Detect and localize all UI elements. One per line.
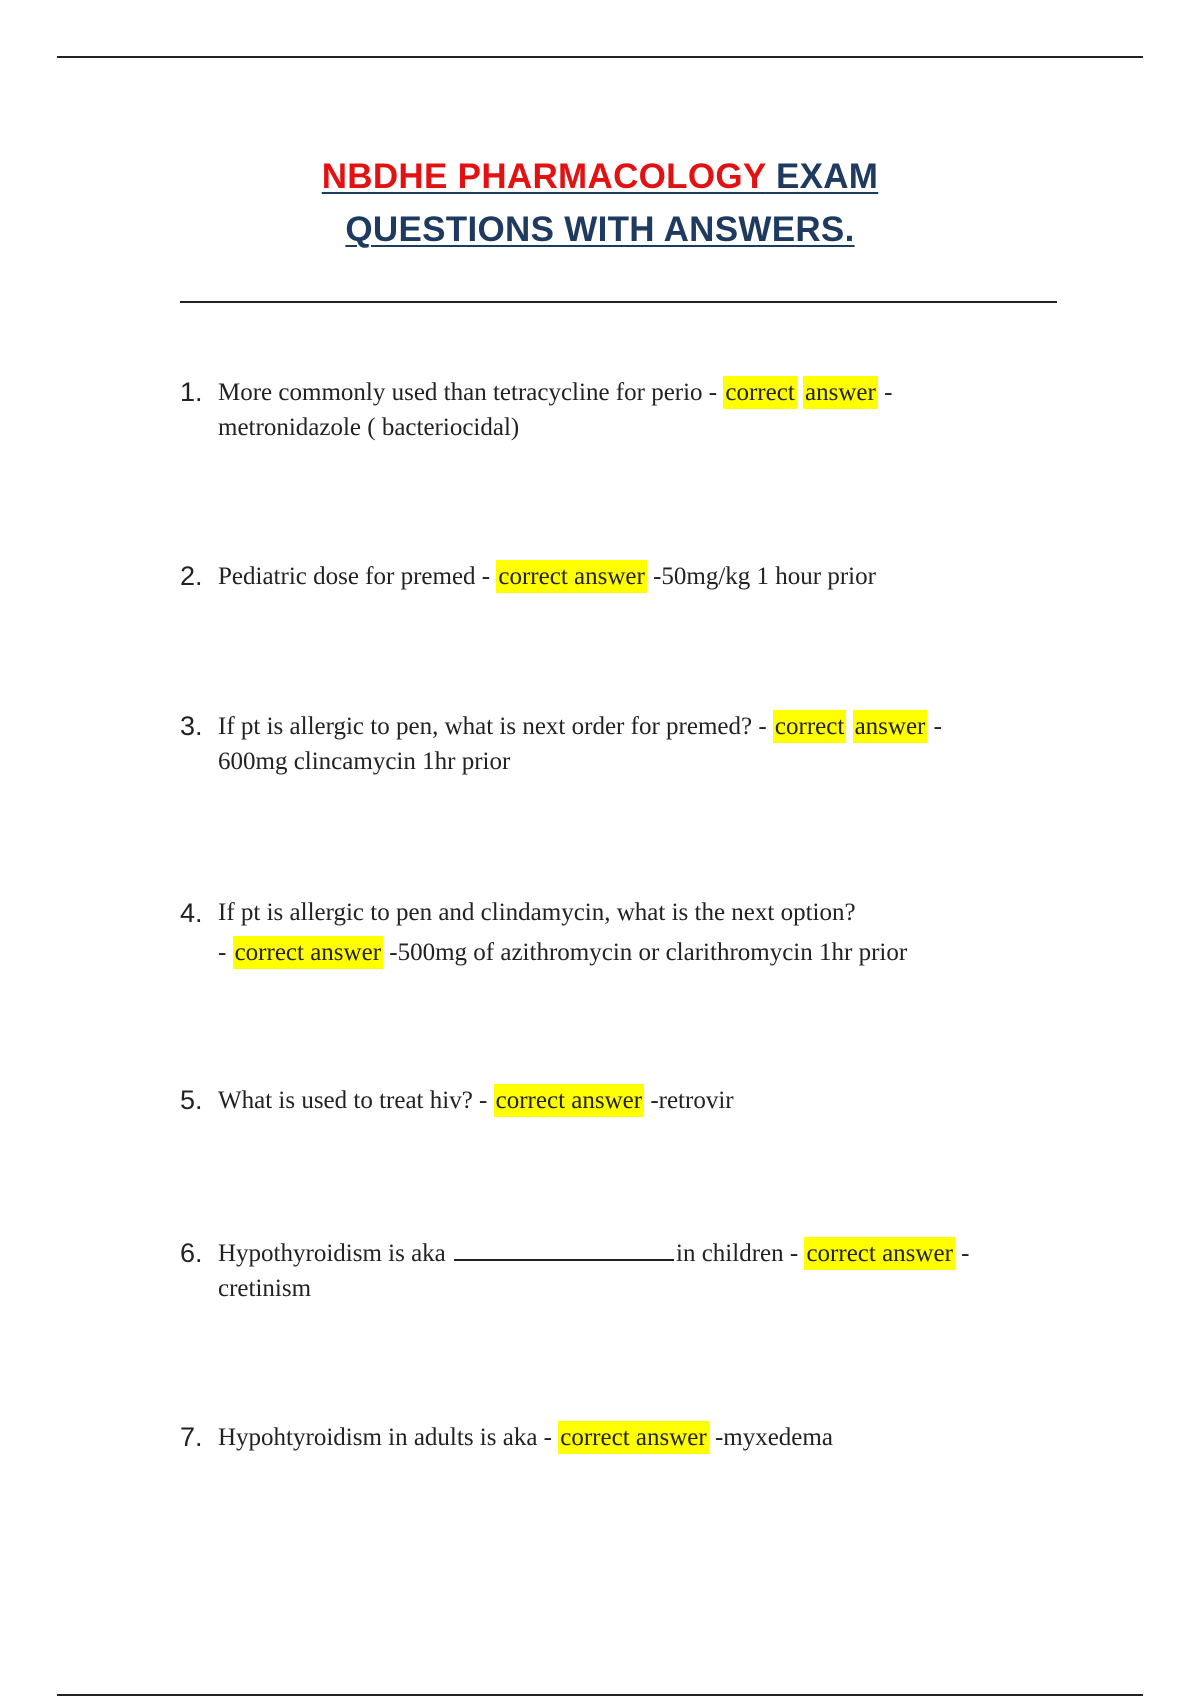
question-item-2 bbox=[180, 559, 1040, 594]
answer-highlight: correct answer bbox=[558, 1421, 708, 1454]
answer-highlight: correct bbox=[773, 710, 846, 743]
question-item-1 bbox=[180, 375, 1040, 445]
question-text: What is used to treat hiv? - bbox=[218, 1087, 494, 1114]
question-item-7 bbox=[180, 1420, 1040, 1455]
answer-highlight: answer bbox=[803, 376, 878, 409]
question-number: 3. bbox=[180, 711, 203, 741]
question-body: If pt is allergic to pen, what is next order for premed? - correct answer - 600mg clincamycin 1hr prior bbox=[218, 709, 1040, 779]
question-text: in children - bbox=[676, 1240, 805, 1267]
answer-text: metronidazole ( bacteriocidal) bbox=[218, 414, 520, 441]
question-text: If pt is allergic to pen, what is next order for premed? - bbox=[218, 713, 773, 740]
answer-text: -50mg/kg 1 hour prior bbox=[653, 563, 876, 590]
question-item-6 bbox=[180, 1236, 1040, 1306]
question-number: 4. bbox=[180, 898, 203, 928]
answer-text: -retrovir bbox=[650, 1087, 734, 1114]
question-text: Hypohtyroidism in adults is aka - bbox=[218, 1424, 559, 1451]
question-number: 2. bbox=[180, 561, 203, 591]
answer-highlight: correct answer bbox=[804, 1237, 954, 1270]
bottom-rule bbox=[57, 1694, 1143, 1696]
title-line-1: NBDHE PHARMACOLOGY EXAM bbox=[321, 157, 879, 196]
question-number: 6. bbox=[180, 1238, 203, 1268]
question-text: Pediatric dose for premed - bbox=[218, 563, 497, 590]
question-item-5 bbox=[180, 1083, 1040, 1118]
answer-highlight: correct bbox=[723, 376, 796, 409]
top-rule bbox=[57, 56, 1143, 58]
question-body: Hypothyroidism is aka in children - correct answer - cretinism bbox=[218, 1236, 1040, 1306]
answer-text: -myxedema bbox=[714, 1424, 833, 1451]
answer-text: cretinism bbox=[218, 1275, 312, 1302]
answer-text: 600mg clincamycin 1hr prior bbox=[218, 748, 511, 775]
title-line-2: QUESTIONS WITH ANSWERS. bbox=[345, 210, 855, 249]
question-text: More commonly used than tetracycline for perio - bbox=[218, 379, 724, 406]
answer-highlight: correct answer bbox=[233, 936, 383, 969]
question-number: 7. bbox=[180, 1422, 203, 1452]
question-body bbox=[218, 1083, 1040, 1118]
question-text: Hypothyroidism is aka bbox=[218, 1240, 453, 1267]
answer-highlight: answer bbox=[853, 710, 928, 743]
question-body: If pt is allergic to pen and clindamycin, what is the next option? - correct answer -500mg of azithromycin or clarithromycin 1hr prior bbox=[218, 893, 1040, 973]
question-body bbox=[218, 559, 1040, 594]
question-number: 1. bbox=[180, 377, 203, 407]
question-item-4 bbox=[180, 893, 1040, 973]
question-body: More commonly used than tetracycline for perio - correct answer - metronidazole ( bacteriocidal) bbox=[218, 375, 1040, 445]
document-title bbox=[0, 150, 1200, 256]
question-text: If pt is allergic to pen and clindamycin, what is the next option? bbox=[218, 899, 856, 926]
answer-highlight: correct answer bbox=[496, 560, 646, 593]
question-body bbox=[218, 1420, 1040, 1455]
title-divider bbox=[180, 301, 1057, 303]
question-item-3 bbox=[180, 709, 1040, 779]
fill-in-blank bbox=[454, 1237, 674, 1261]
question-number: 5. bbox=[180, 1085, 203, 1115]
answer-text: -500mg of azithromycin or clarithromycin 1hr prior bbox=[389, 939, 908, 966]
answer-highlight: correct answer bbox=[494, 1084, 644, 1117]
